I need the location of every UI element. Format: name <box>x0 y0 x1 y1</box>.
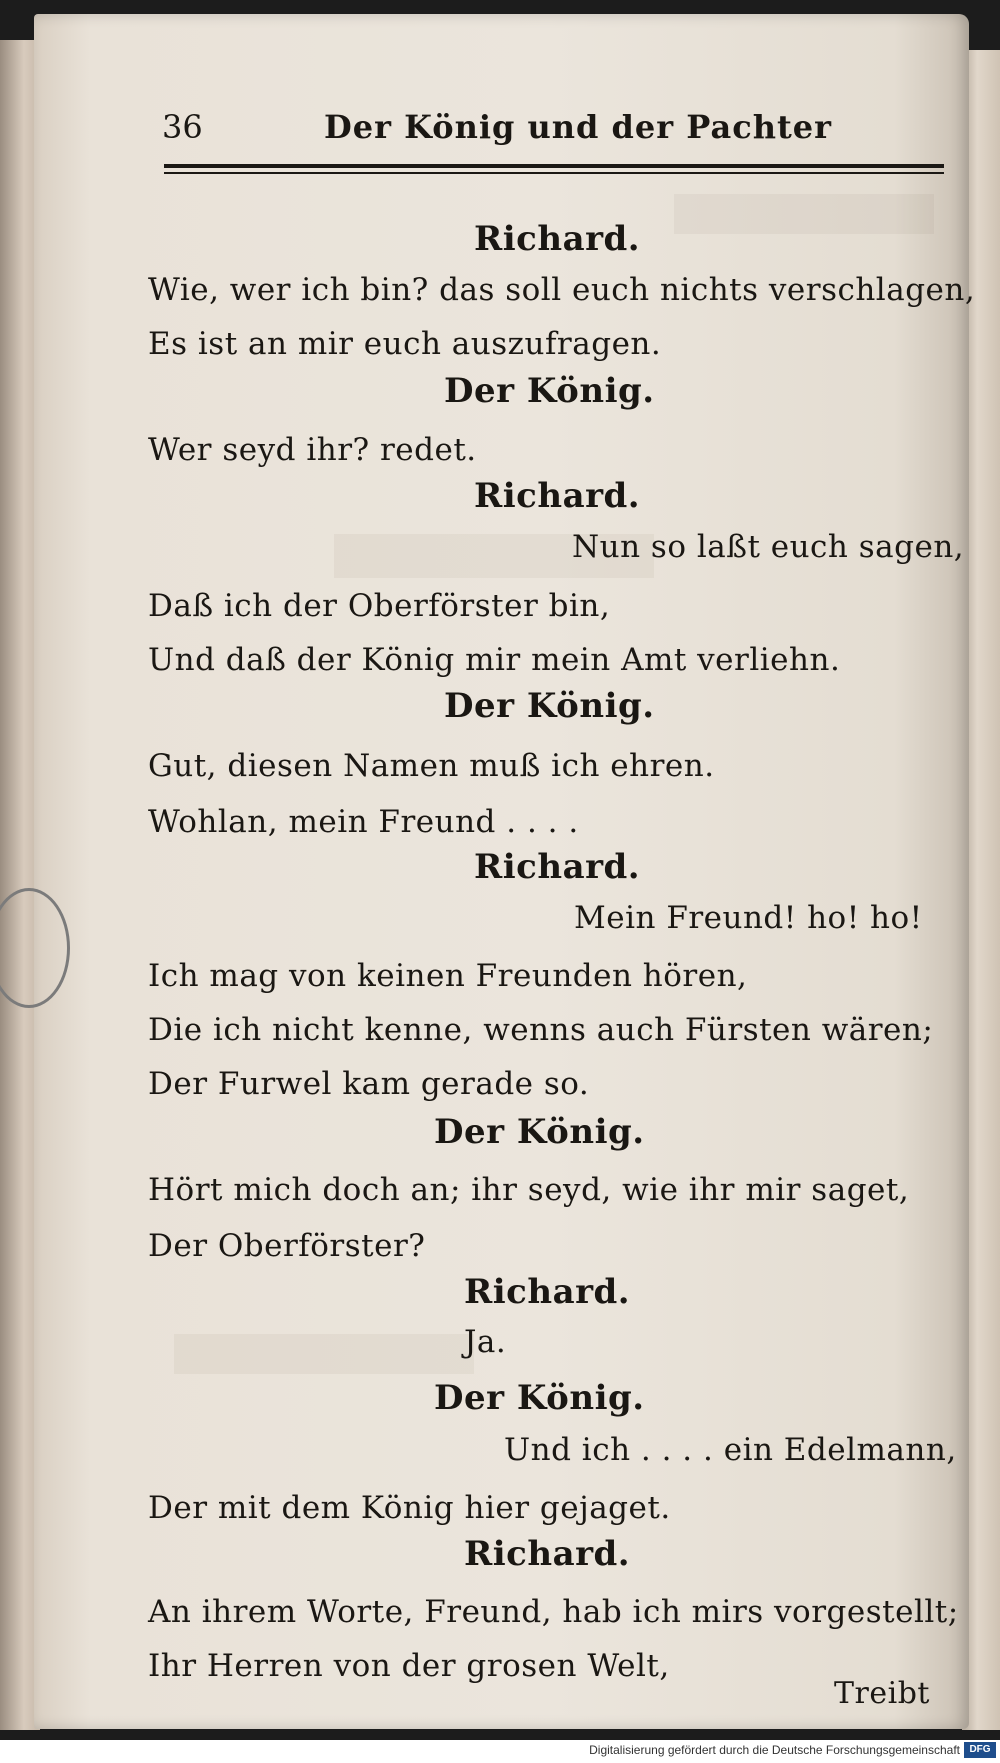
bleed-through-shadow <box>674 194 934 234</box>
speaker-name: Richard. <box>474 476 641 516</box>
verse-line: Daß ich der Oberförster bin, <box>148 588 611 624</box>
verse-line: Der Furwel kam gerade so. <box>148 1066 590 1102</box>
verse-line: Und daß der König mir mein Amt verliehn. <box>148 642 841 678</box>
speaker-name: Der König. <box>434 1378 645 1418</box>
verse-line: Und ich . . . . ein Edelmann, <box>504 1432 957 1468</box>
verse-line: Wohlan, mein Freund . . . . <box>148 804 579 840</box>
verse-line: Ihr Herren von der grosen Welt, <box>148 1648 670 1684</box>
speaker-name: Der König. <box>434 1112 645 1152</box>
digitization-credit: Digitalisierung gefördert durch die Deutsche Forschungsgemeinschaft <box>589 1743 960 1757</box>
verse-line: Mein Freund! ho! ho! <box>574 900 923 936</box>
page-header <box>34 108 969 158</box>
running-title: Der König und der Pachter <box>324 108 832 146</box>
verse-line: Der Oberförster? <box>148 1228 426 1264</box>
verse-line: Wer seyd ihr? redet. <box>148 432 477 468</box>
verse-line: Wie, wer ich bin? das soll euch nichts verschlagen, <box>148 272 976 308</box>
dfg-logo: DFG <box>964 1742 996 1758</box>
verse-line: Der mit dem König hier gejaget. <box>148 1490 671 1526</box>
catchword: Treibt <box>834 1676 930 1711</box>
speaker-name: Richard. <box>464 1272 631 1312</box>
verse-line: Hört mich doch an; ihr seyd, wie ihr mir saget, <box>148 1172 910 1208</box>
verse-line: An ihrem Worte, Freund, hab ich mirs vorgestellt; <box>148 1594 959 1630</box>
book-page <box>34 14 976 1729</box>
verse-line: Die ich nicht kenne, wenns auch Fürsten wären; <box>148 1012 934 1048</box>
speaker-name: Richard. <box>474 847 641 887</box>
verse-line: Es ist an mir euch auszufragen. <box>148 326 662 362</box>
speaker-name: Richard. <box>464 1534 631 1574</box>
header-rule <box>164 164 944 168</box>
speaker-name: Der König. <box>444 371 655 411</box>
verse-line: Ja. <box>464 1324 507 1360</box>
verse-line: Gut, diesen Namen muß ich ehren. <box>148 748 715 784</box>
speaker-name: Der König. <box>444 686 655 726</box>
page-number: 36 <box>162 108 203 146</box>
footer-bar <box>0 1740 1000 1763</box>
verse-line: Nun so laßt euch sagen, <box>572 529 965 565</box>
header-rule-thin <box>164 172 944 174</box>
verse-line: Ich mag von keinen Freunden hören, <box>148 958 748 994</box>
bleed-through-shadow <box>174 1334 474 1374</box>
speaker-name: Richard. <box>474 219 641 259</box>
